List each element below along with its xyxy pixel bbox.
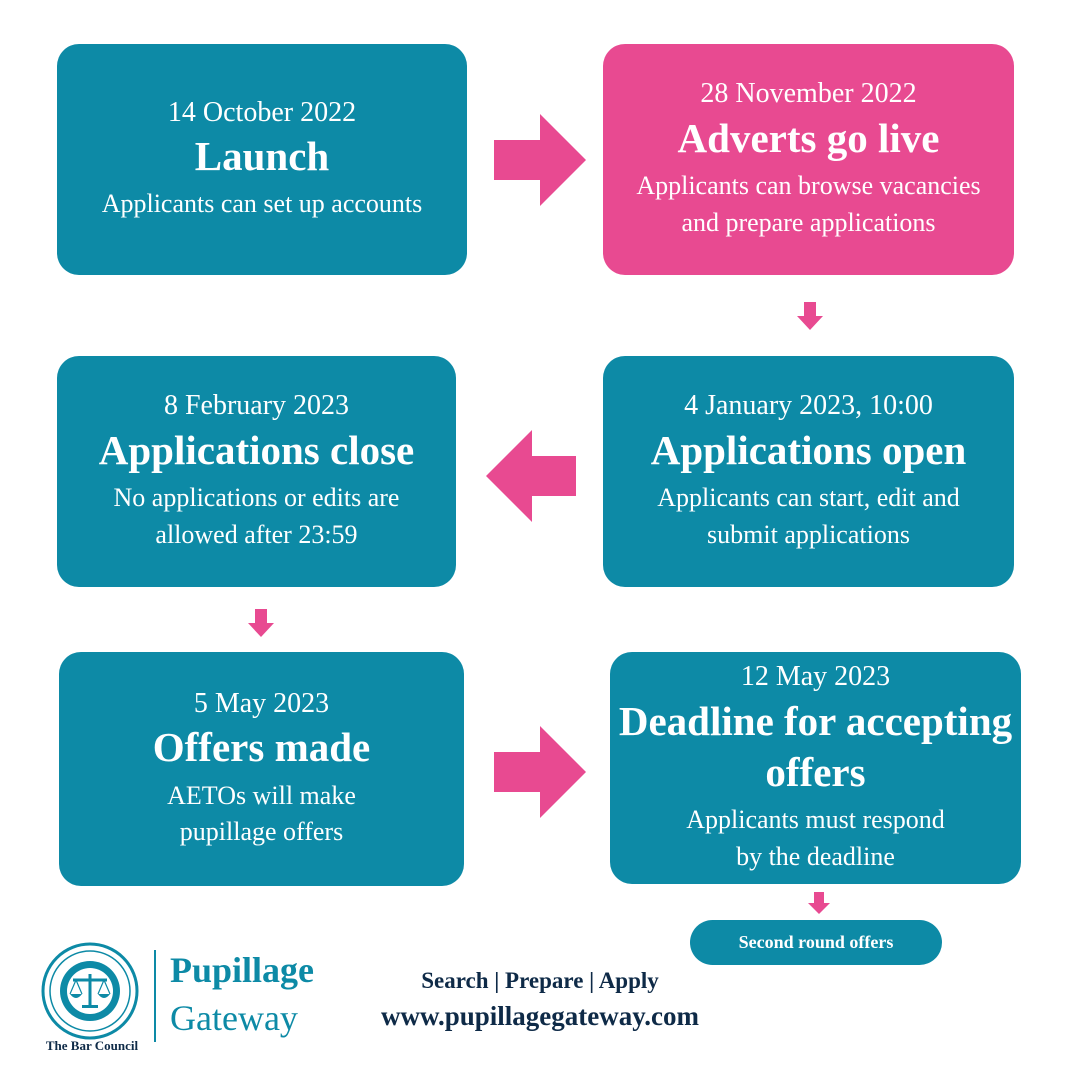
step-title: Launch (194, 133, 330, 180)
brand-name-line1: Pupillage (170, 950, 315, 990)
step-description: Applicants can start, edit and submit applications (657, 483, 960, 549)
arrow-left-icon (486, 430, 576, 522)
arrow-down-icon (808, 892, 830, 914)
step-description: Applicants must respond by the deadline (686, 805, 945, 872)
step-description: Applicants can browse vacancies and prepare applications (636, 171, 981, 237)
step-title: Offers made (152, 724, 371, 771)
bar-council-label: The Bar Council (45, 1038, 139, 1053)
step-date: 28 November 2022 (700, 78, 917, 110)
step-description: Applicants can set up accounts (101, 189, 423, 219)
step-title: Applications close (98, 426, 415, 473)
step-date: 12 May 2023 (740, 661, 891, 693)
second-round-offers-badge: Second round offers (690, 920, 942, 965)
step-date: 14 October 2022 (167, 96, 357, 128)
step-title: Deadline for accepting offers (618, 697, 1013, 795)
step-description: No applications or edits are allowed after 23:59 (113, 483, 400, 549)
tagline: Search | Prepare | Apply (421, 968, 659, 993)
step-title: Applications open (650, 426, 967, 473)
step-deadline-accepting-offers (610, 652, 1021, 884)
step-launch (57, 44, 467, 275)
website-link[interactable]: www.pupillagegateway.com (380, 1001, 699, 1031)
arrow-down-icon (248, 609, 274, 637)
step-adverts-go-live (603, 44, 1014, 275)
logo-divider (154, 950, 156, 1042)
step-description: AETOs will make pupillage offers (167, 780, 356, 847)
step-date: 5 May 2023 (193, 687, 330, 719)
step-offers-made (59, 652, 464, 886)
bar-council-seal-icon (40, 942, 140, 1040)
step-title: Adverts go live (677, 114, 940, 161)
step-date: 8 February 2023 (163, 390, 350, 422)
brand-name-line2: Gateway (170, 998, 298, 1038)
step-date: 4 January 2023, 10:00 (684, 390, 933, 422)
arrow-down-icon (797, 302, 823, 330)
step-applications-close (57, 356, 456, 587)
arrow-right-icon (494, 114, 586, 206)
arrow-right-icon (494, 726, 586, 818)
step-applications-open (603, 356, 1014, 587)
